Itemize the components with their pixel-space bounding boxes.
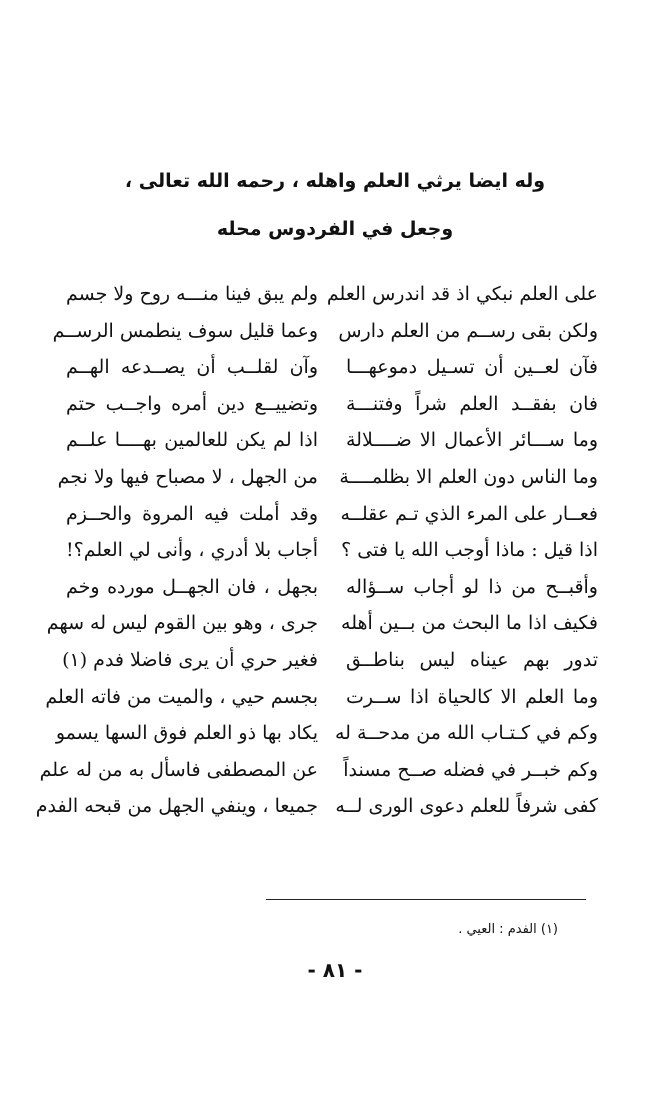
verse-first-hemistich: فآن لعــين أن تسـيل دموعهـــا — [346, 356, 598, 379]
verse-first-hemistich: فعــار على المرء الذي تـم عقلــه — [340, 502, 598, 525]
verse-first-hemistich: وما الناس دون العلم الا بظلمــــة — [339, 465, 598, 488]
verse-first-hemistich: كفى شرفاً للعلم دعوى الورى لــه — [335, 795, 598, 818]
verse-second-hemistich: وقد أملت فيه المروة والحــزم — [66, 502, 318, 525]
verse-second-hemistich: ولم يبق فينا منـــه روح ولا جسم — [66, 283, 318, 305]
page-number: - ٨١ - — [307, 958, 363, 982]
verse-second-hemistich: جميعا ، وينفي الجهل من قبحه الفدم — [35, 795, 318, 818]
poem-right-column — [326, 276, 598, 825]
poem-heading-line-1: وله ايضا يرثي العلم واهله ، رحمه الله تعالى ، — [124, 170, 546, 192]
verse-second-hemistich: فغير حري أن يرى فاضلا فدم (١) — [62, 648, 318, 671]
verse-second-hemistich: يكاد بها ذو العلم فوق السها يسمو — [55, 722, 318, 745]
verse-first-hemistich: على العلم نبكي اذ قد اندرس العلم — [326, 283, 598, 305]
verse-first-hemistich: تدور بهم عيناه ليس بناطــق — [346, 648, 598, 671]
verse-first-hemistich: وكم خبــر في فضله صــح مسنداً — [343, 758, 598, 781]
verse-first-hemistich: وكم في كـتـاب الله من مدحــة له — [335, 722, 598, 745]
verse-first-hemistich: فكيف اذا ما البحث من بــين أهله — [341, 612, 598, 635]
verse-second-hemistich: وعما قليل سوف ينطمس الرســم — [52, 319, 318, 342]
verse-first-hemistich: وأقبــح من ذا لو أجاب ســؤاله — [346, 575, 598, 598]
poem-heading-line-2: وجعل في الفردوس محله — [216, 218, 454, 240]
verse-first-hemistich: وما ســـائر الأعمال الا ضــــلالة — [346, 429, 598, 452]
verse-second-hemistich: بجسم حيي ، والميت من فاته العلم — [45, 685, 318, 708]
verse-first-hemistich: ولكن بقى رســم من العلم دارس — [338, 319, 598, 342]
verse-second-hemistich: عن المصطفى فاسأل به من له علم — [39, 758, 318, 781]
poem-left-column — [35, 276, 318, 825]
verse-first-hemistich: اذا قيل : ماذا أوجب الله يا فتى ؟ — [341, 539, 598, 562]
verse-second-hemistich: من الجهل ، لا مصباح فيها ولا نجم — [57, 465, 318, 488]
footnote-divider — [266, 899, 586, 900]
verse-second-hemistich: اذا لم يكن للعالمين بهــــا علــم — [66, 429, 318, 452]
verse-second-hemistich: وآن لقلــب أن يصــدعه الهــم — [66, 356, 318, 379]
verse-second-hemistich: بجهل ، فان الجهــل مورده وخم — [66, 575, 318, 598]
verse-second-hemistich: أجاب بلا أدري ، وأنى لي العلم؟! — [66, 539, 318, 562]
verse-first-hemistich: وما العلم الا كالحياة اذا ســرت — [346, 685, 598, 708]
footnote: (١) الفدم : العيي . — [458, 922, 558, 937]
verse-second-hemistich: جرى ، وهو بين القوم ليس له سهم — [46, 612, 318, 635]
verse-second-hemistich: وتضييــع دين أمره واجــب حتم — [66, 392, 318, 415]
verse-first-hemistich: فان بفقــد العلم شراً وفتنـــة — [346, 392, 598, 415]
